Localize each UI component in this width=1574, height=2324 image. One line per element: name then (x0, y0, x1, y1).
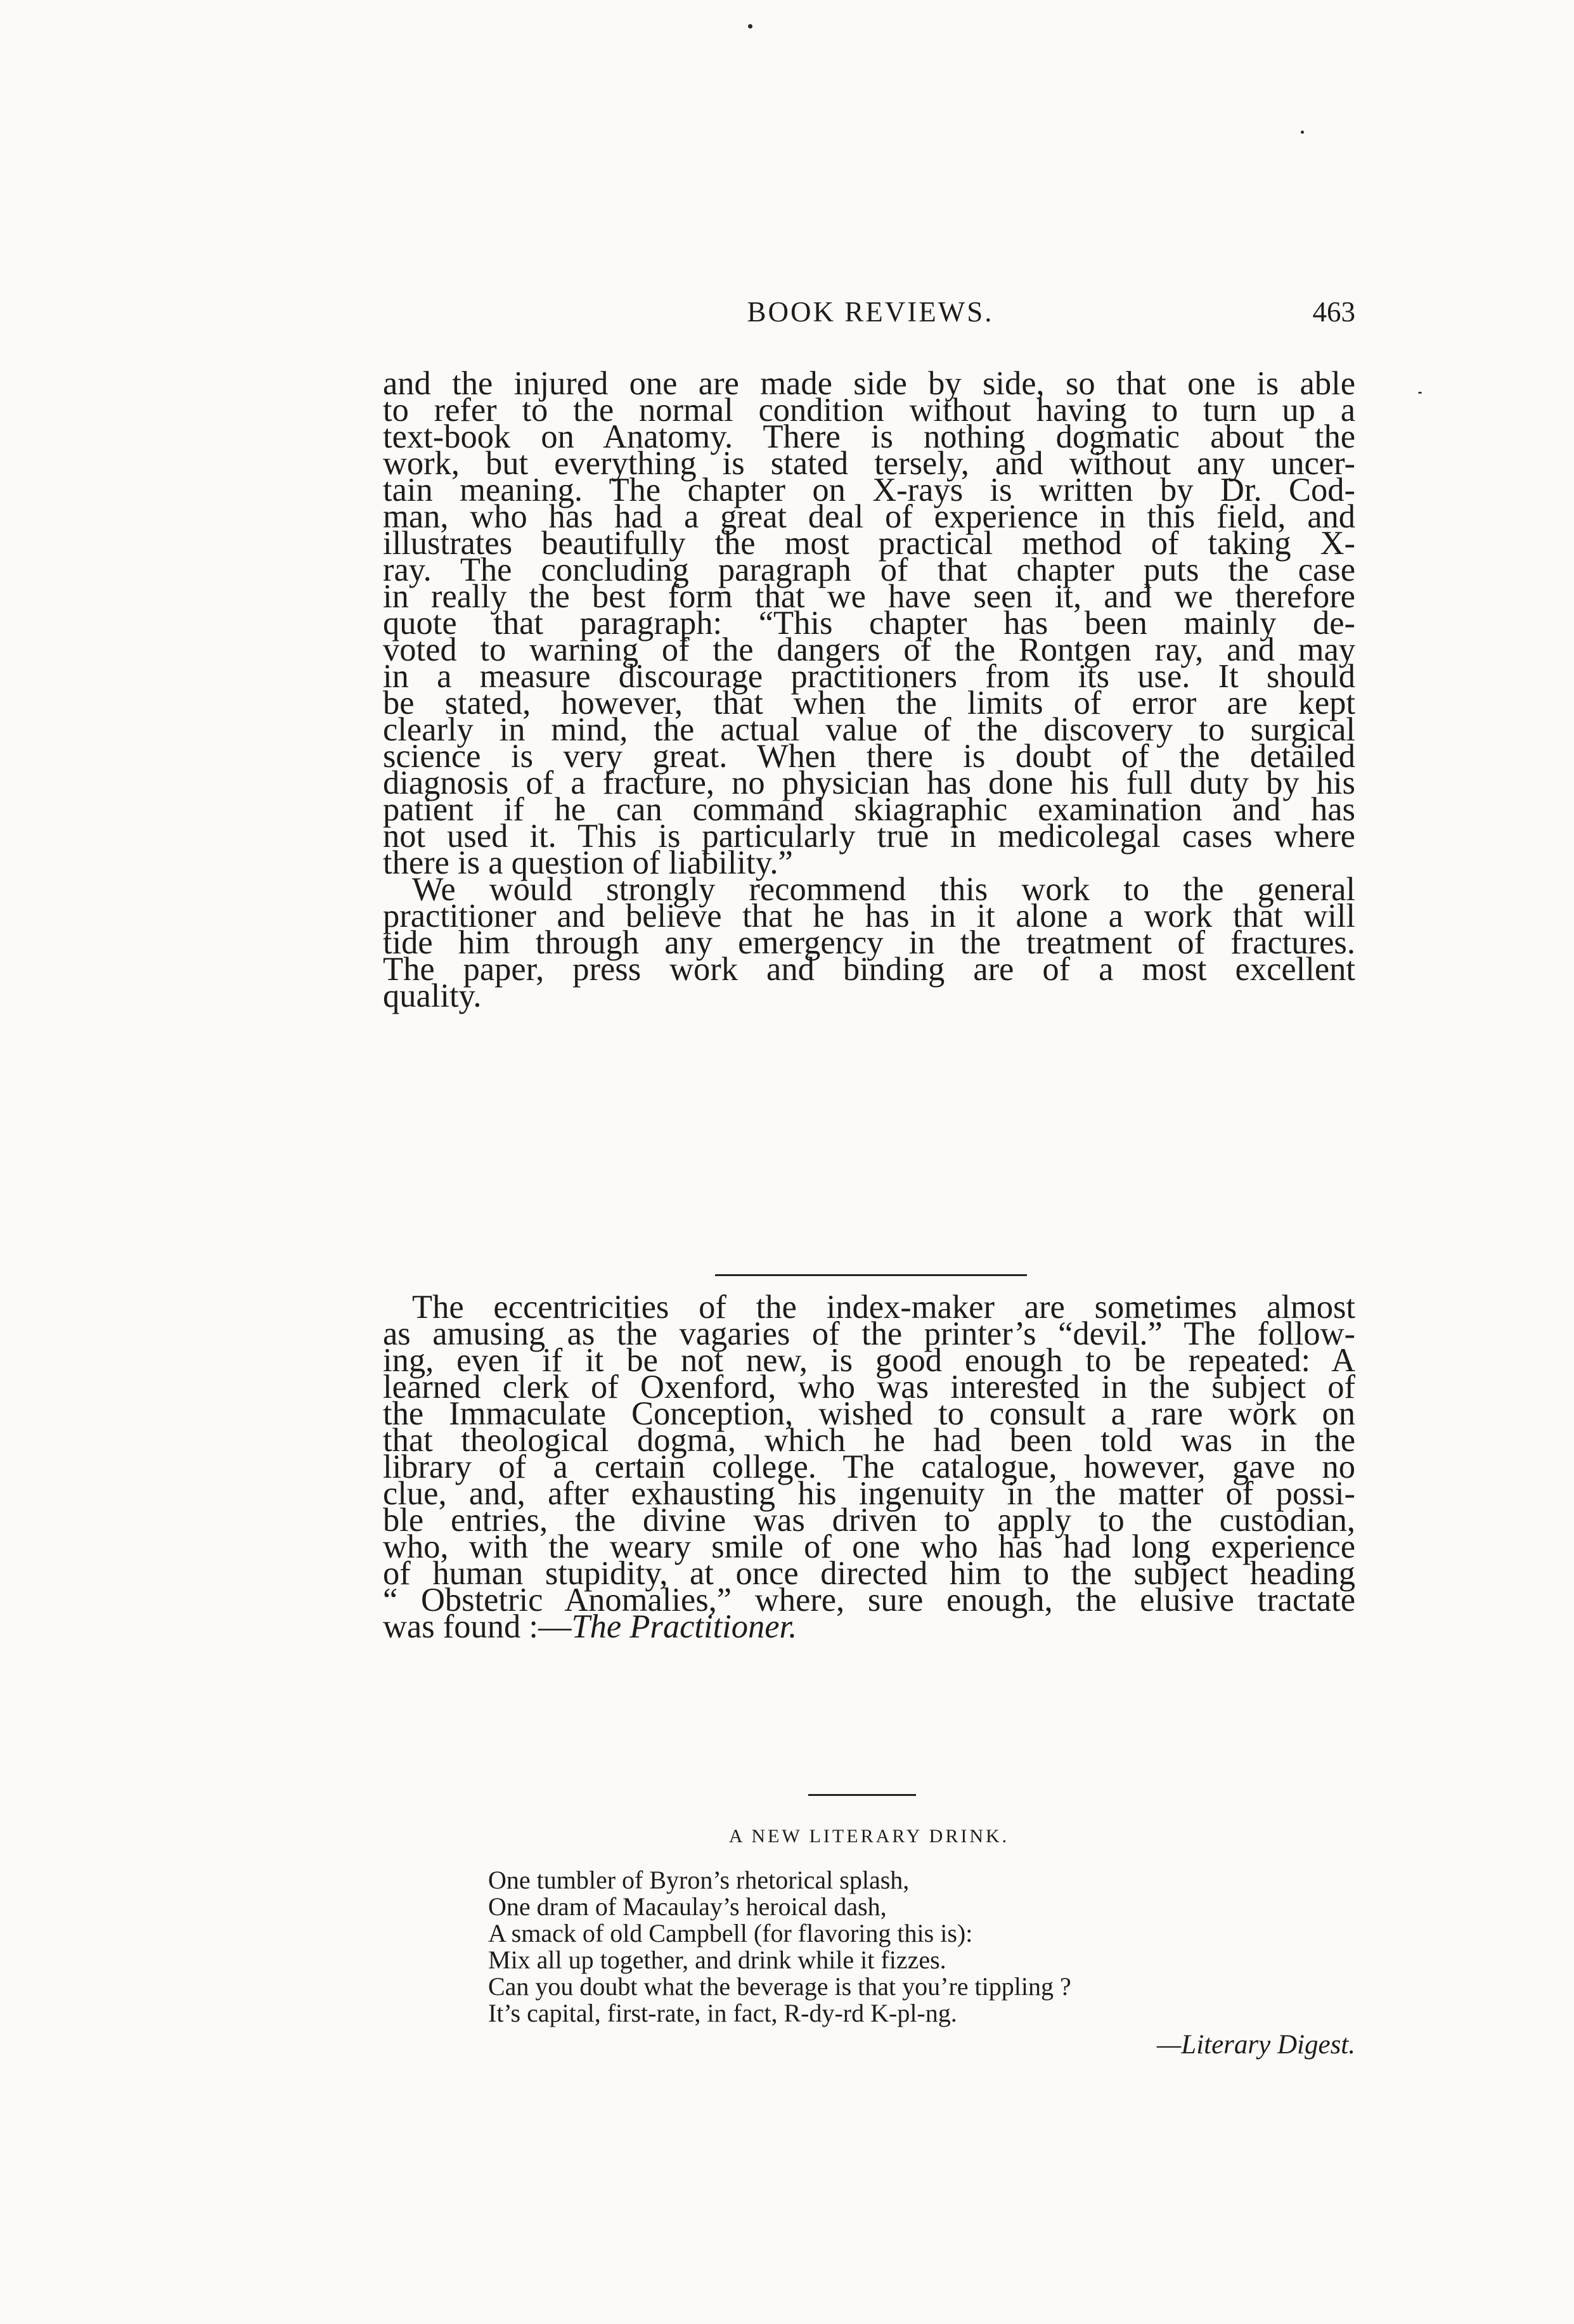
text-line: The eccentricities of the index-maker are sometimes almost (412, 1289, 1355, 1326)
text-line: ble entries, the divine was driven to apply to the custodian, (383, 1502, 1355, 1539)
text-line: man, who has had a great deal of experience in this field, and (383, 498, 1355, 535)
poem-verse (488, 1867, 1071, 2027)
text-line: that theological dogma, which he had been told was in the (383, 1422, 1355, 1459)
text-line: patient if he can command skiagraphic examination and has (383, 791, 1355, 828)
text-line: of human stupidity, at once directed him to the subject heading (383, 1555, 1355, 1592)
poem-line: A smack of old Campbell (for flavoring this is): (488, 1919, 973, 1947)
text-line: work, but everything is stated tersely, and without any uncer- (383, 445, 1355, 482)
index-maker-anecdote (383, 1289, 1355, 1645)
running-head (385, 293, 1355, 337)
text-line: clue, and, after exhausting his ingenuity in the matter of possi- (383, 1475, 1355, 1512)
short-divider (808, 1794, 916, 1796)
page-number: 463 (1312, 296, 1355, 328)
text-line: learned clerk of Oxenford, who was interested in the subject of (383, 1369, 1355, 1405)
poem-line: Can you doubt what the beverage is that you’re tippling ? (488, 1972, 1071, 2001)
poem-line: Mix all up together, and drink while it fizzes. (488, 1946, 946, 1974)
text-line: illustrates beautifully the most practical method of taking X- (383, 525, 1355, 562)
text-line: tide him through any emergency in the treatment of fractures. (383, 924, 1355, 961)
text-line: science is very great. When there is doubt of the detailed (383, 738, 1355, 775)
source-citation: The Practitioner. (571, 1608, 797, 1645)
poem-line: One dram of Macaulay’s heroical dash, (488, 1892, 887, 1921)
text-line: text-book on Anatomy. There is nothing dogmatic about the (383, 418, 1355, 455)
text-line: ray. The concluding paragraph of that chapter puts the case (383, 552, 1355, 588)
text-line: in a measure discourage practitioners from its use. It should (383, 658, 1355, 695)
text-line: and the injured one are made side by side, so that one is able (383, 365, 1355, 402)
poem-attribution: —Literary Digest. (1157, 2030, 1355, 2060)
text-line: the Immaculate Conception, wished to consult a rare work on (383, 1395, 1355, 1432)
text-line: diagnosis of a fracture, no physician has done his full duty by his (383, 765, 1355, 801)
final-line-text: was found :— (383, 1608, 572, 1645)
text-line: quote that paragraph: “This chapter has been mainly de- (383, 605, 1355, 642)
text-line: The paper, press work and binding are of a most excellent (383, 951, 1355, 988)
print-speck (748, 24, 752, 29)
text-line: quality. (383, 978, 482, 1014)
text-line: not used it. This is particularly true in medicolegal cases where (383, 818, 1355, 855)
text-line: practitioner and believe that he has in it alone a work that will (383, 898, 1355, 934)
text-line: be stated, however, that when the limits of error are kept (383, 685, 1355, 721)
text-line: library of a certain college. The catalogue, however, gave no (383, 1449, 1355, 1485)
text-line: in really the best form that we have seen it, and we therefore (383, 578, 1355, 615)
text-line: to refer to the normal condition without having to turn up a (383, 392, 1355, 429)
text-line: clearly in mind, the actual value of the discovery to surgical (383, 711, 1355, 748)
poem-line: It’s capital, first-rate, in fact, R-dy-rd K-pl-ng. (488, 1999, 957, 2027)
text-line: there is a question of liability.” (383, 844, 793, 881)
print-speck (1418, 392, 1422, 394)
poem-line: One tumbler of Byron’s rhetorical splash, (488, 1866, 910, 1894)
text-line: as amusing as the vagaries of the printer’s “devil.” The follow- (383, 1315, 1355, 1352)
poem-title: A NEW LITERARY DRINK. (728, 1826, 1010, 1847)
text-line: ing, even if it be not new, is good enough to be repeated: A (383, 1342, 1355, 1379)
text-line: “ Obstetric Anomalies,” where, sure enough, the elusive tractate (383, 1582, 1355, 1618)
section-divider (715, 1274, 1027, 1276)
text-line: who, with the weary smile of one who has had long experience (383, 1528, 1355, 1565)
book-review-text (383, 365, 1355, 1014)
text-line: tain meaning. The chapter on X-rays is written by Dr. Cod- (383, 472, 1355, 508)
print-speck (1301, 131, 1304, 134)
running-title: BOOK REVIEWS. (747, 296, 994, 328)
text-line: voted to warning of the dangers of the Rontgen ray, and may (383, 631, 1355, 668)
text-line: We would strongly recommend this work to the general (412, 871, 1355, 908)
